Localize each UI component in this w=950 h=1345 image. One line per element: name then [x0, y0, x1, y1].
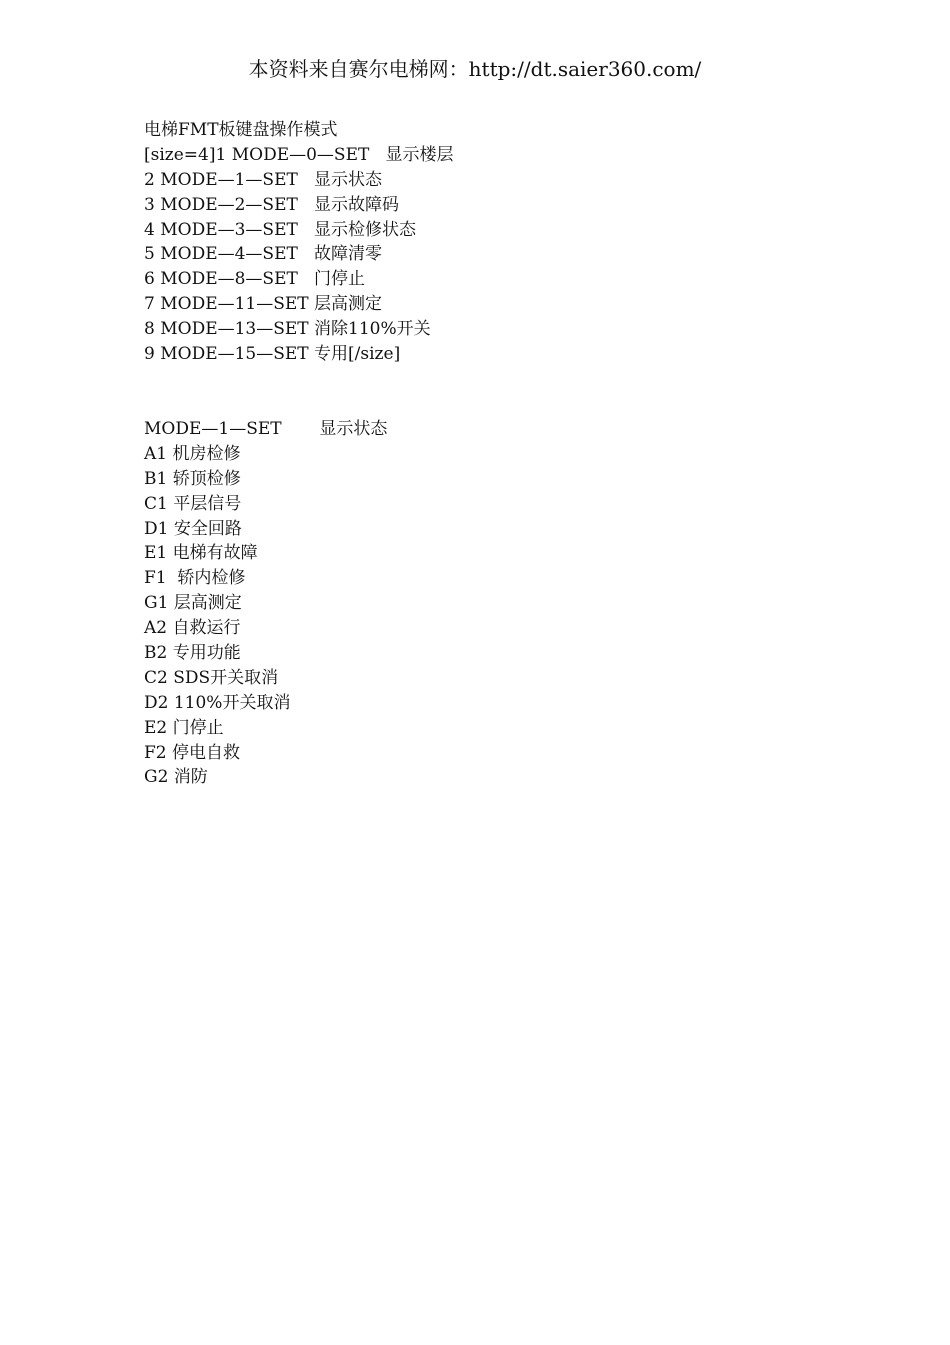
- status-line: A2 自救运行: [144, 618, 241, 639]
- mode-line: 9 MODE—15—SET 专用[/size]: [144, 344, 401, 365]
- mode-line: 3 MODE—2—SET 显示故障码: [144, 194, 400, 215]
- status-line: B1 轿顶检修: [144, 468, 241, 489]
- mode-line: 8 MODE—13—SET 消除110%开关: [144, 319, 431, 340]
- status-line: D2 110%开关取消: [144, 692, 291, 713]
- status-line: B2 专用功能: [144, 643, 241, 664]
- status-line: G1 层高测定: [144, 593, 242, 614]
- status-line: G2 消防: [144, 767, 208, 788]
- mode-line: 7 MODE—11—SET 层高测定: [144, 294, 383, 315]
- mode-line: 5 MODE—4—SET 故障清零: [144, 244, 383, 265]
- mode-line: 4 MODE—3—SET 显示检修状态: [144, 219, 417, 240]
- section-title: MODE—1—SET 显示状态: [144, 419, 388, 439]
- page-header-source: 本资料来自赛尔电梯网：http://dt.saier360.com/: [248, 57, 702, 81]
- status-line: F1 轿内检修: [144, 568, 246, 589]
- status-display-section: [144, 417, 387, 790]
- mode-line: 6 MODE—8—SET 门停止: [144, 269, 366, 290]
- section-title: 电梯FMT板键盘操作模式: [144, 120, 338, 140]
- status-line: E2 门停止: [144, 717, 224, 738]
- keyboard-mode-section: [144, 118, 454, 367]
- status-line: C2 SDS开关取消: [144, 667, 279, 688]
- status-line: C1 平层信号: [144, 493, 242, 514]
- mode-line: [size=4]1 MODE—0—SET 显示楼层: [144, 144, 454, 165]
- mode-line: 2 MODE—1—SET 显示状态: [144, 169, 383, 190]
- status-line: F2 停电自救: [144, 742, 241, 763]
- status-line: E1 电梯有故障: [144, 543, 258, 564]
- status-line: D1 安全回路: [144, 518, 242, 539]
- status-line: A1 机房检修: [144, 443, 241, 464]
